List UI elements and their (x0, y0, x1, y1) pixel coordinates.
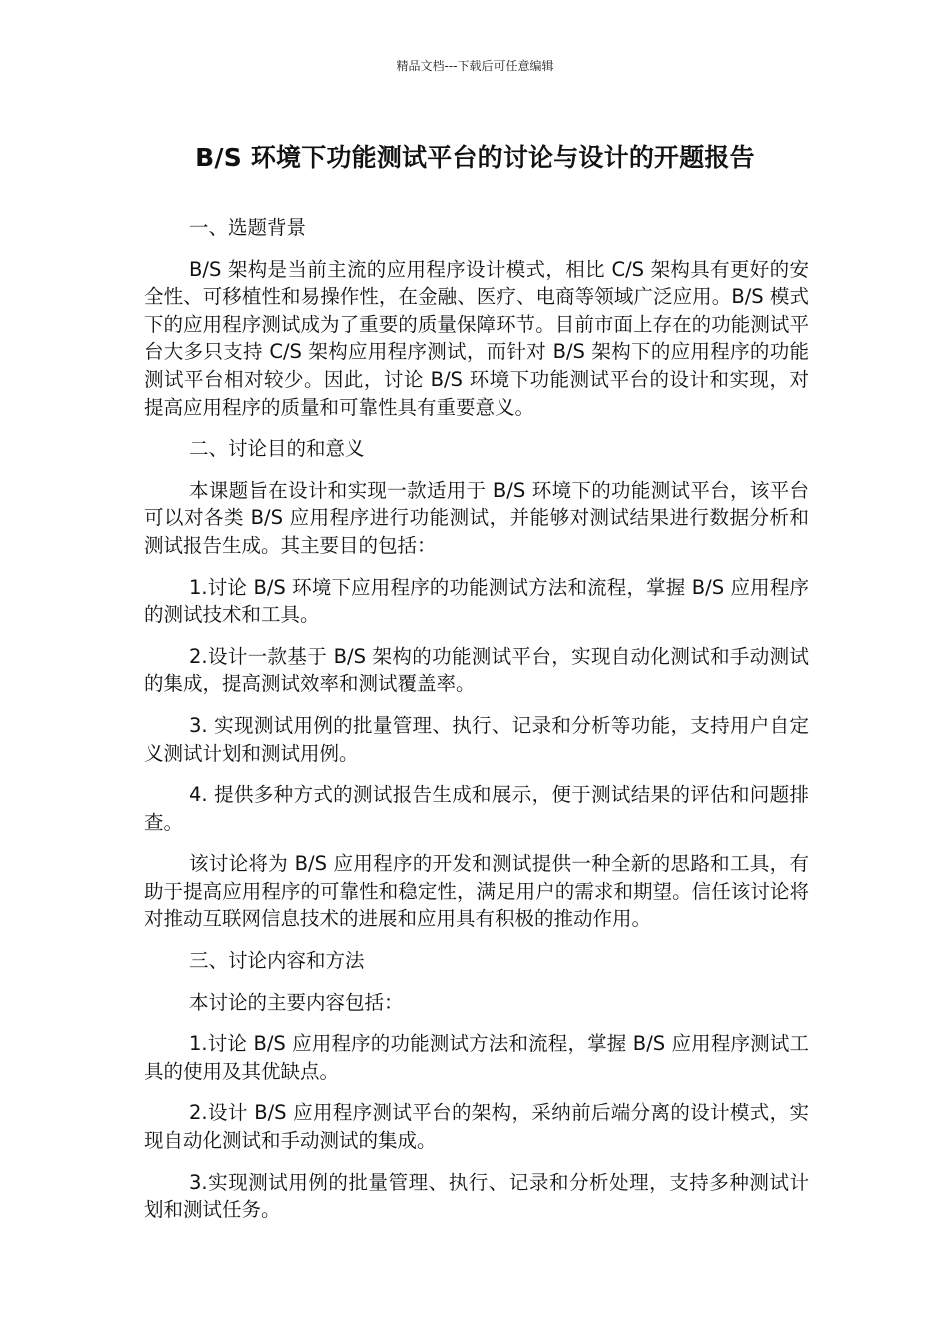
section-heading-background: 一、选题背景 (189, 216, 307, 239)
content-item-3: 3.实现测试用例的批量管理、执行、记录和分析处理，支持多种测试计划和测试任务。 (144, 1170, 809, 1222)
purpose-item-2: 2.设计一款基于 B/S 架构的功能测试平台，实现自动化测试和手动测试的集成，提高测试效率和测试覆盖率。 (144, 644, 809, 696)
paragraph-background: B/S 架构是当前主流的应用程序设计模式，相比 C/S 架构具有更好的安全性、可移植性和易操作性，在金融、医疗、电商等领域广泛应用。B/S 模式下的应用程序测试成为了重要的质量保障环节。目前市面上存在的功能测试平台大多只支持 C/S 架构应用程序测试，而针对 B/S 架构下的应用程序的功能测试平台相对较少。因此，讨论 B/S 环境下功能测试平台的设计和实现，对提高应用程序的质量和可靠性具有重要意义。 (144, 257, 809, 419)
paragraph-significance: 该讨论将为 B/S 应用程序的开发和测试提供一种全新的思路和工具，有助于提高应用程序的可靠性和稳定性，满足用户的需求和期望。信任该讨论将对推动互联网信息技术的进展和应用具有积极的推动作用。 (144, 852, 809, 931)
purpose-item-3: 3. 实现测试用例的批量管理、执行、记录和分析等功能，支持用户自定义测试计划和测试用例。 (144, 713, 809, 765)
paragraph-content-intro: 本讨论的主要内容包括： (189, 990, 404, 1014)
paragraph-purpose-intro: 本课题旨在设计和实现一款适用于 B/S 环境下的功能测试平台，该平台可以对各类 B/S 应用程序进行功能测试，并能够对测试结果进行数据分析和测试报告生成。其主要目的包括： (144, 478, 809, 557)
content-item-2: 2.设计 B/S 应用程序测试平台的架构，采纳前后端分离的设计模式，实现自动化测试和手动测试的集成。 (144, 1101, 809, 1153)
content-item-1: 1.讨论 B/S 应用程序的功能测试方法和流程，掌握 B/S 应用程序测试工具的使用及其优缺点。 (144, 1032, 809, 1083)
section-heading-content: 三、讨论内容和方法 (189, 949, 365, 973)
section-heading-purpose: 二、讨论目的和意义 (189, 437, 365, 461)
purpose-item-4: 4. 提供多种方式的测试报告生成和展示，便于测试结果的评估和问题排查。 (144, 783, 809, 834)
page-header: 精品文档---下载后可任意编辑 (396, 59, 554, 73)
document-body (144, 214, 809, 1238)
document-title: B/S 环境下功能测试平台的讨论与设计的开题报告 (195, 143, 755, 172)
purpose-item-1: 1.讨论 B/S 环境下应用程序的功能测试方法和流程，掌握 B/S 应用程序的测试技术和工具。 (144, 575, 809, 627)
